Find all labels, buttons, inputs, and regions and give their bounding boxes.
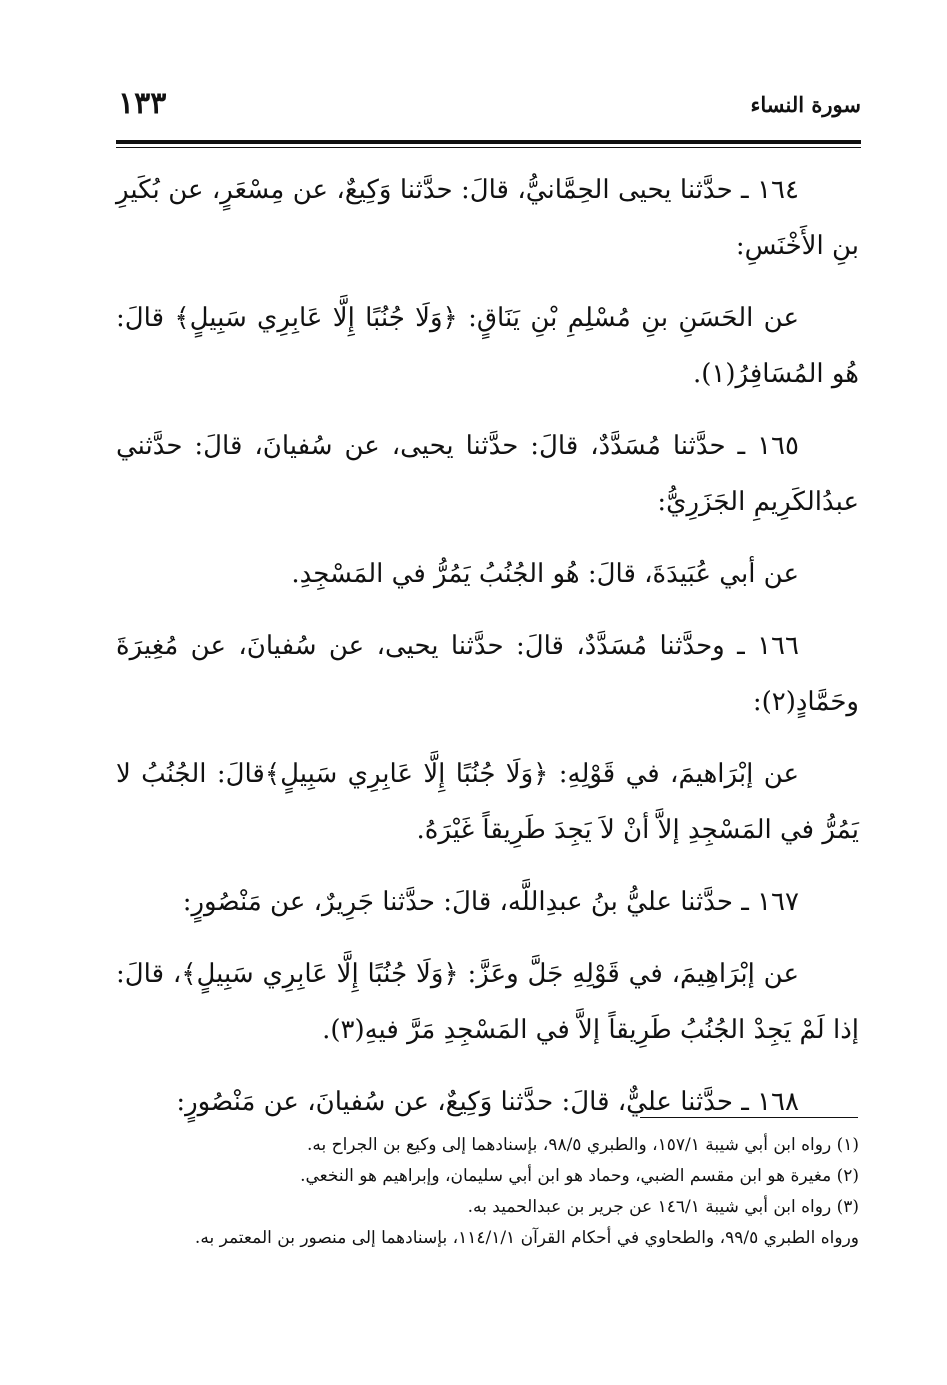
hadith-168-isnad: ١٦٨ ـ حدَّثنا عليٌّ، قالَ: حدَّثنا وَكِيعٌ، عن سُفيانَ، عن مَنْصُورٍ: [176, 1087, 799, 1117]
footnote-2: (٢) مغيرة هو ابن مقسم الضبي، وحماد هو ابن أبي سليمان، وإبراهيم هو النخعي. [300, 1166, 859, 1186]
main-text [116, 162, 859, 1146]
surah-title: سورة النساء [750, 92, 861, 117]
hadith-166-isnad: ١٦٦ ـ وحدَّثنا مُسَدَّدٌ، قالَ: حدَّثنا يحيى، عن سُفيانَ، عن مُغِيرَةَ وحَمَّادٍ(٢): [116, 631, 859, 717]
hadith-164-matn: عن الحَسَنِ بنِ مُسْلِمِ بْنِ يَنَاقٍ: ﴿وَلَا جُنُبًا إِلَّا عَابِرِي سَبِيلٍ﴾ قالَ: هُو المُسَافِرُ(١). [116, 303, 859, 389]
hadith-167-isnad: ١٦٧ ـ حدَّثنا عليُّ بنُ عبدِاللَّه، قالَ: حدَّثنا جَرِيرٌ، عن مَنْصُورٍ: [182, 887, 799, 917]
footnotes [116, 1130, 859, 1254]
header-rule-thin [116, 147, 861, 148]
hadith-165-isnad: ١٦٥ ـ حدَّثنا مُسَدَّدٌ، قالَ: حدَّثنا يحيى، عن سُفيانَ، قالَ: حدَّثني عبدُالكَرِيمِ الجَزَرِيُّ: [116, 431, 859, 517]
page-header [116, 84, 861, 130]
hadith-165-matn: عن أبي عُبَيدَةَ، قالَ: هُو الجُنُبُ يَمُرُّ في المَسْجِدِ. [291, 559, 799, 589]
footnote-3-continued: ورواه الطبري ٩٩/٥، والطحاوي في أحكام القرآن ١١٤/١/١، بإسنادهما إلى منصور بن المعتمر به. [194, 1228, 859, 1248]
hadith-167-matn: عن إبْرَاهِيمَ، في قَوْلِهِ جَلَّ وعَزَّ: ﴿وَلَا جُنُبًا إِلَّا عَابِرِي سَبِيلٍ﴾، قالَ: إذا لَمْ يَجِدْ الجُنُبُ طَرِيقاً إلاَّ في المَسْجِدِ مَرَّ فيهِ(٣). [116, 959, 859, 1045]
footnote-separator [640, 1117, 858, 1118]
header-rule-thick [116, 140, 861, 144]
page-number: ١٣٣ [118, 86, 167, 121]
footnote-1: (١) رواه ابن أبي شيبة ١٥٧/١، والطبري ٩٨/٥، بإسنادهما إلى وكيع بن الجراح به. [306, 1135, 859, 1155]
hadith-164-isnad: ١٦٤ ـ حدَّثنا يحيى الحِمَّانيُّ، قالَ: حدَّثنا وَكِيعٌ، عن مِسْعَرٍ، عن بُكَيرِ بنِ الأَخْنَسِ: [116, 175, 859, 261]
hadith-166-matn: عن إبْرَاهيمَ، في قَوْلِهِ: ﴿وَلَا جُنُبًا إِلَّا عَابِرِي سَبِيلٍ﴾قالَ: الجُنُبُ لا يَمُرُّ في المَسْجِدِ إلاَّ أنْ لاَ يَجِدَ طَرِيقاً غَيْرَهُ. [116, 759, 859, 845]
footnote-3: (٣) رواه ابن أبي شيبة ١٤٦/١ عن جرير بن عبدالحميد به. [467, 1197, 859, 1217]
